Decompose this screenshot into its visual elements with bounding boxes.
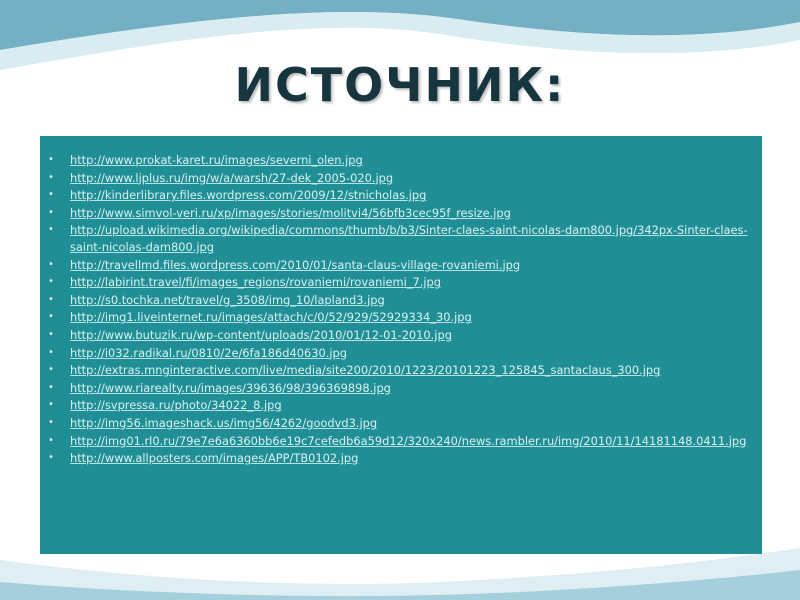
source-link-item[interactable]	[48, 205, 752, 222]
source-link-item[interactable]	[48, 345, 752, 362]
source-link-text[interactable]: http://extras.mnginteractive.com/live/media/site200/2010/1223/20101223_125845_santaclaus_300.jpg	[70, 363, 661, 378]
source-link-text[interactable]: http://travellmd.files.wordpress.com/2010/01/santa-claus-village-rovaniemi.jpg	[70, 257, 521, 272]
bullet-icon: •	[48, 416, 54, 428]
bullet-icon: •	[48, 206, 54, 218]
source-link-item[interactable]	[48, 433, 752, 450]
bullet-icon: •	[48, 293, 54, 305]
bullet-icon: •	[48, 154, 54, 165]
source-link-item[interactable]	[48, 415, 752, 432]
bullet-icon: •	[48, 328, 54, 340]
source-link-text[interactable]: http://www.butuzik.ru/wp-content/uploads/2010/01/12-01-2010.jpg	[70, 327, 452, 342]
source-link-text[interactable]: http://labirint.travel/fi/images_regions/rovaniemi/rovaniemi_7.jpg	[70, 275, 441, 290]
bullet-icon: •	[48, 276, 54, 288]
source-link-list	[48, 152, 752, 467]
source-link-item[interactable]	[48, 257, 752, 274]
source-link-item[interactable]	[48, 309, 752, 326]
source-link-item[interactable]	[48, 292, 752, 309]
source-link-text[interactable]: http://s0.tochka.net/travel/g_3508/img_10/lapland3.jpg	[70, 292, 385, 307]
source-link-item[interactable]	[48, 362, 752, 379]
source-link-text[interactable]: http://svpressa.ru/photo/34022_8.jpg	[70, 398, 282, 413]
source-link-text[interactable]: http://img56.imageshack.us/img56/4262/goodvd3.jpg	[70, 415, 378, 430]
bullet-icon: •	[48, 452, 54, 464]
source-link-item[interactable]	[48, 187, 752, 204]
source-link-text[interactable]: http://www.prokat-karet.ru/images/severni_olen.jpg	[70, 153, 363, 167]
bullet-icon: •	[48, 189, 54, 201]
bullet-icon: •	[48, 364, 54, 376]
source-link-text[interactable]: http://img01.rl0.ru/79e7e6a6360bb6e19c7cefedb6a59d12/320x240/news.rambler.ru/img/2010/11/14181148.0411.jpg	[70, 433, 747, 448]
slide-title: ИСТОЧНИК:	[234, 58, 566, 112]
source-link-text[interactable]: http://www.ljplus.ru/img/w/a/warsh/27-dek_2005-020.jpg	[70, 170, 394, 185]
source-link-text[interactable]: http://upload.wikimedia.org/wikipedia/commons/thumb/b/b3/Sinter-claes-saint-nicolas-dam800.jpg/342px-Sinter-claes-saint-nicolas-dam800.jpg	[70, 223, 748, 254]
bullet-icon: •	[48, 434, 54, 446]
bullet-icon: •	[48, 224, 54, 236]
bullet-icon: •	[48, 399, 54, 411]
sources-content-box	[40, 136, 762, 554]
bullet-icon: •	[48, 311, 54, 323]
source-link-item[interactable]	[48, 380, 752, 397]
source-link-text[interactable]: http://i032.radikal.ru/0810/2e/6fa186d40630.jpg	[70, 345, 347, 360]
source-link-text[interactable]: http://img1.liveinternet.ru/images/attach/c/0/52/929/52929334_30.jpg	[70, 310, 472, 325]
source-link-text[interactable]: http://www.allposters.com/images/APP/TB0102.jpg	[70, 451, 359, 466]
bullet-icon: •	[48, 258, 54, 270]
bullet-icon: •	[48, 381, 54, 393]
source-link-text[interactable]: http://www.riarealty.ru/images/39636/98/396369898.jpg	[70, 380, 391, 395]
bullet-icon: •	[48, 171, 54, 183]
source-link-item[interactable]	[48, 397, 752, 414]
source-link-item[interactable]	[48, 222, 752, 255]
source-link-text[interactable]: http://kinderlibrary.files.wordpress.com/2009/12/stnicholas.jpg	[70, 188, 427, 203]
bullet-icon: •	[48, 346, 54, 358]
source-link-item[interactable]	[48, 274, 752, 291]
source-link-item[interactable]	[48, 170, 752, 187]
source-link-item[interactable]	[48, 152, 752, 169]
source-link-text[interactable]: http://www.simvol-veri.ru/xp/images/stories/molitvi4/56bfb3cec95f_resize.jpg	[70, 205, 511, 220]
source-link-item[interactable]	[48, 327, 752, 344]
source-link-item[interactable]	[48, 450, 752, 467]
